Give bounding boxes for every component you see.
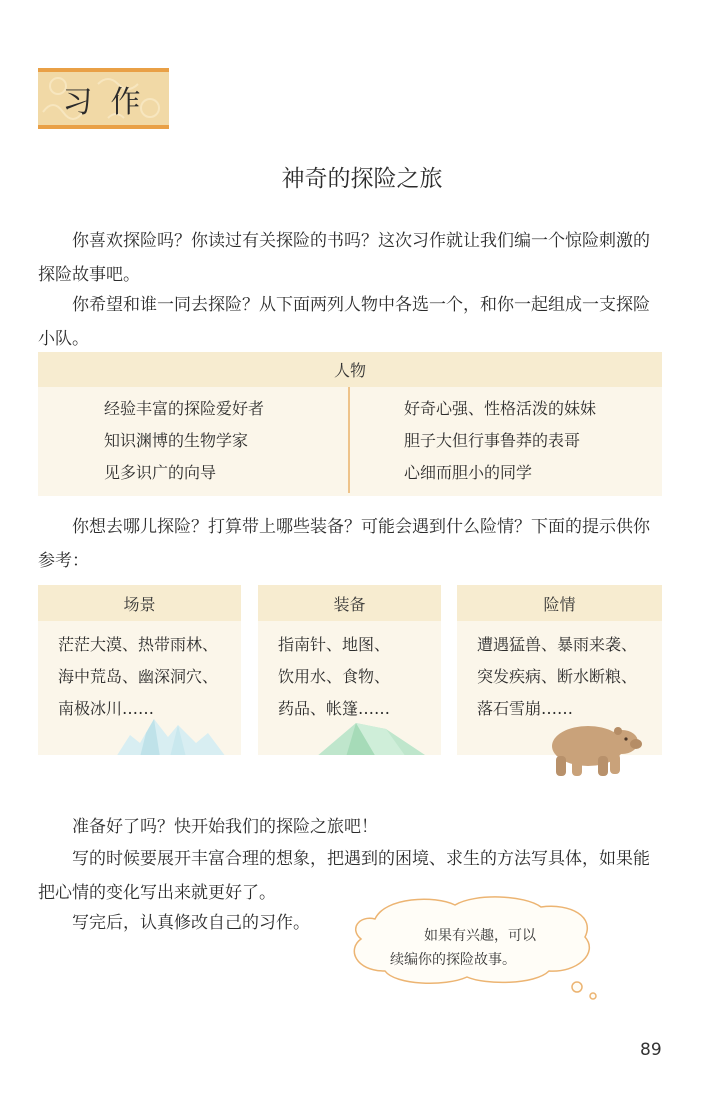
characters-right-column xyxy=(404,393,596,489)
page-title: 神奇的探险之旅 xyxy=(281,166,443,192)
closing-paragraph-2: 写的时候要展开丰富合理的想象，把遇到的困境、求生的方法写具体，如果能把心情的变化写出来就更好了。 xyxy=(38,849,650,903)
closing-paragraph-1: 准备好了吗？快开始我们的探险之旅吧！ xyxy=(72,817,378,837)
hint-line: 药品、帐篷…… xyxy=(278,699,391,718)
page-number: 89 xyxy=(640,1040,662,1060)
hint-box-scene xyxy=(38,585,241,755)
hint-header: 场景 xyxy=(38,585,241,621)
column-divider xyxy=(348,387,350,493)
hint-line: 茫茫大漠、热带雨林、 xyxy=(58,635,219,654)
intro-paragraph-1: 你喜欢探险吗？你读过有关探险的书吗？这次习作就让我们编一个惊险刺激的探险故事吧。 xyxy=(38,231,650,285)
section-label: 习作 xyxy=(62,84,159,120)
characters-left-column xyxy=(104,393,264,489)
hint-line: 落石雪崩…… xyxy=(477,699,574,718)
hint-line: 突发疾病、断水断粮、 xyxy=(477,667,638,686)
section-badge xyxy=(38,68,169,129)
hint-line: 饮用水、食物、 xyxy=(278,667,391,686)
list-item: 心细而胆小的同学 xyxy=(404,463,533,482)
list-item: 好奇心强、性格活泼的妹妹 xyxy=(404,399,597,418)
tent-icon xyxy=(316,719,428,755)
hint-line: 遭遇猛兽、暴雨来袭、 xyxy=(477,635,638,654)
hint-line: 南极冰川…… xyxy=(58,699,155,718)
list-item: 见多识广的向导 xyxy=(104,463,217,482)
thought-bubble-text xyxy=(376,924,586,972)
bubble-line-1: 如果有兴趣，可以 xyxy=(424,928,536,944)
closing-paragraph-3: 写完后，认真修改自己的习作。 xyxy=(72,913,310,933)
hint-box-equipment xyxy=(258,585,441,755)
list-item: 经验丰富的探险爱好者 xyxy=(104,399,265,418)
intro-paragraph-2: 你希望和谁一同去探险？从下面两列人物中各选一个，和你一起组成一支探险小队。 xyxy=(38,295,650,349)
characters-table-header: 人物 xyxy=(38,352,662,387)
list-item: 知识渊博的生物学家 xyxy=(104,431,249,450)
bear-icon xyxy=(548,722,642,778)
iceberg-icon xyxy=(116,713,226,755)
characters-table xyxy=(38,352,662,496)
prompt-paragraph: 你想去哪儿探险？打算带上哪些装备？可能会遇到什么险情？下面的提示供你参考： xyxy=(38,517,650,571)
list-item: 胆子大但行事鲁莽的表哥 xyxy=(404,431,581,450)
hint-header: 险情 xyxy=(457,585,662,621)
hint-line: 海中荒岛、幽深洞穴、 xyxy=(58,667,219,686)
bubble-line-2: 续编你的探险故事。 xyxy=(390,952,516,968)
hint-line: 指南针、地图、 xyxy=(278,635,391,654)
hint-header: 装备 xyxy=(258,585,441,621)
